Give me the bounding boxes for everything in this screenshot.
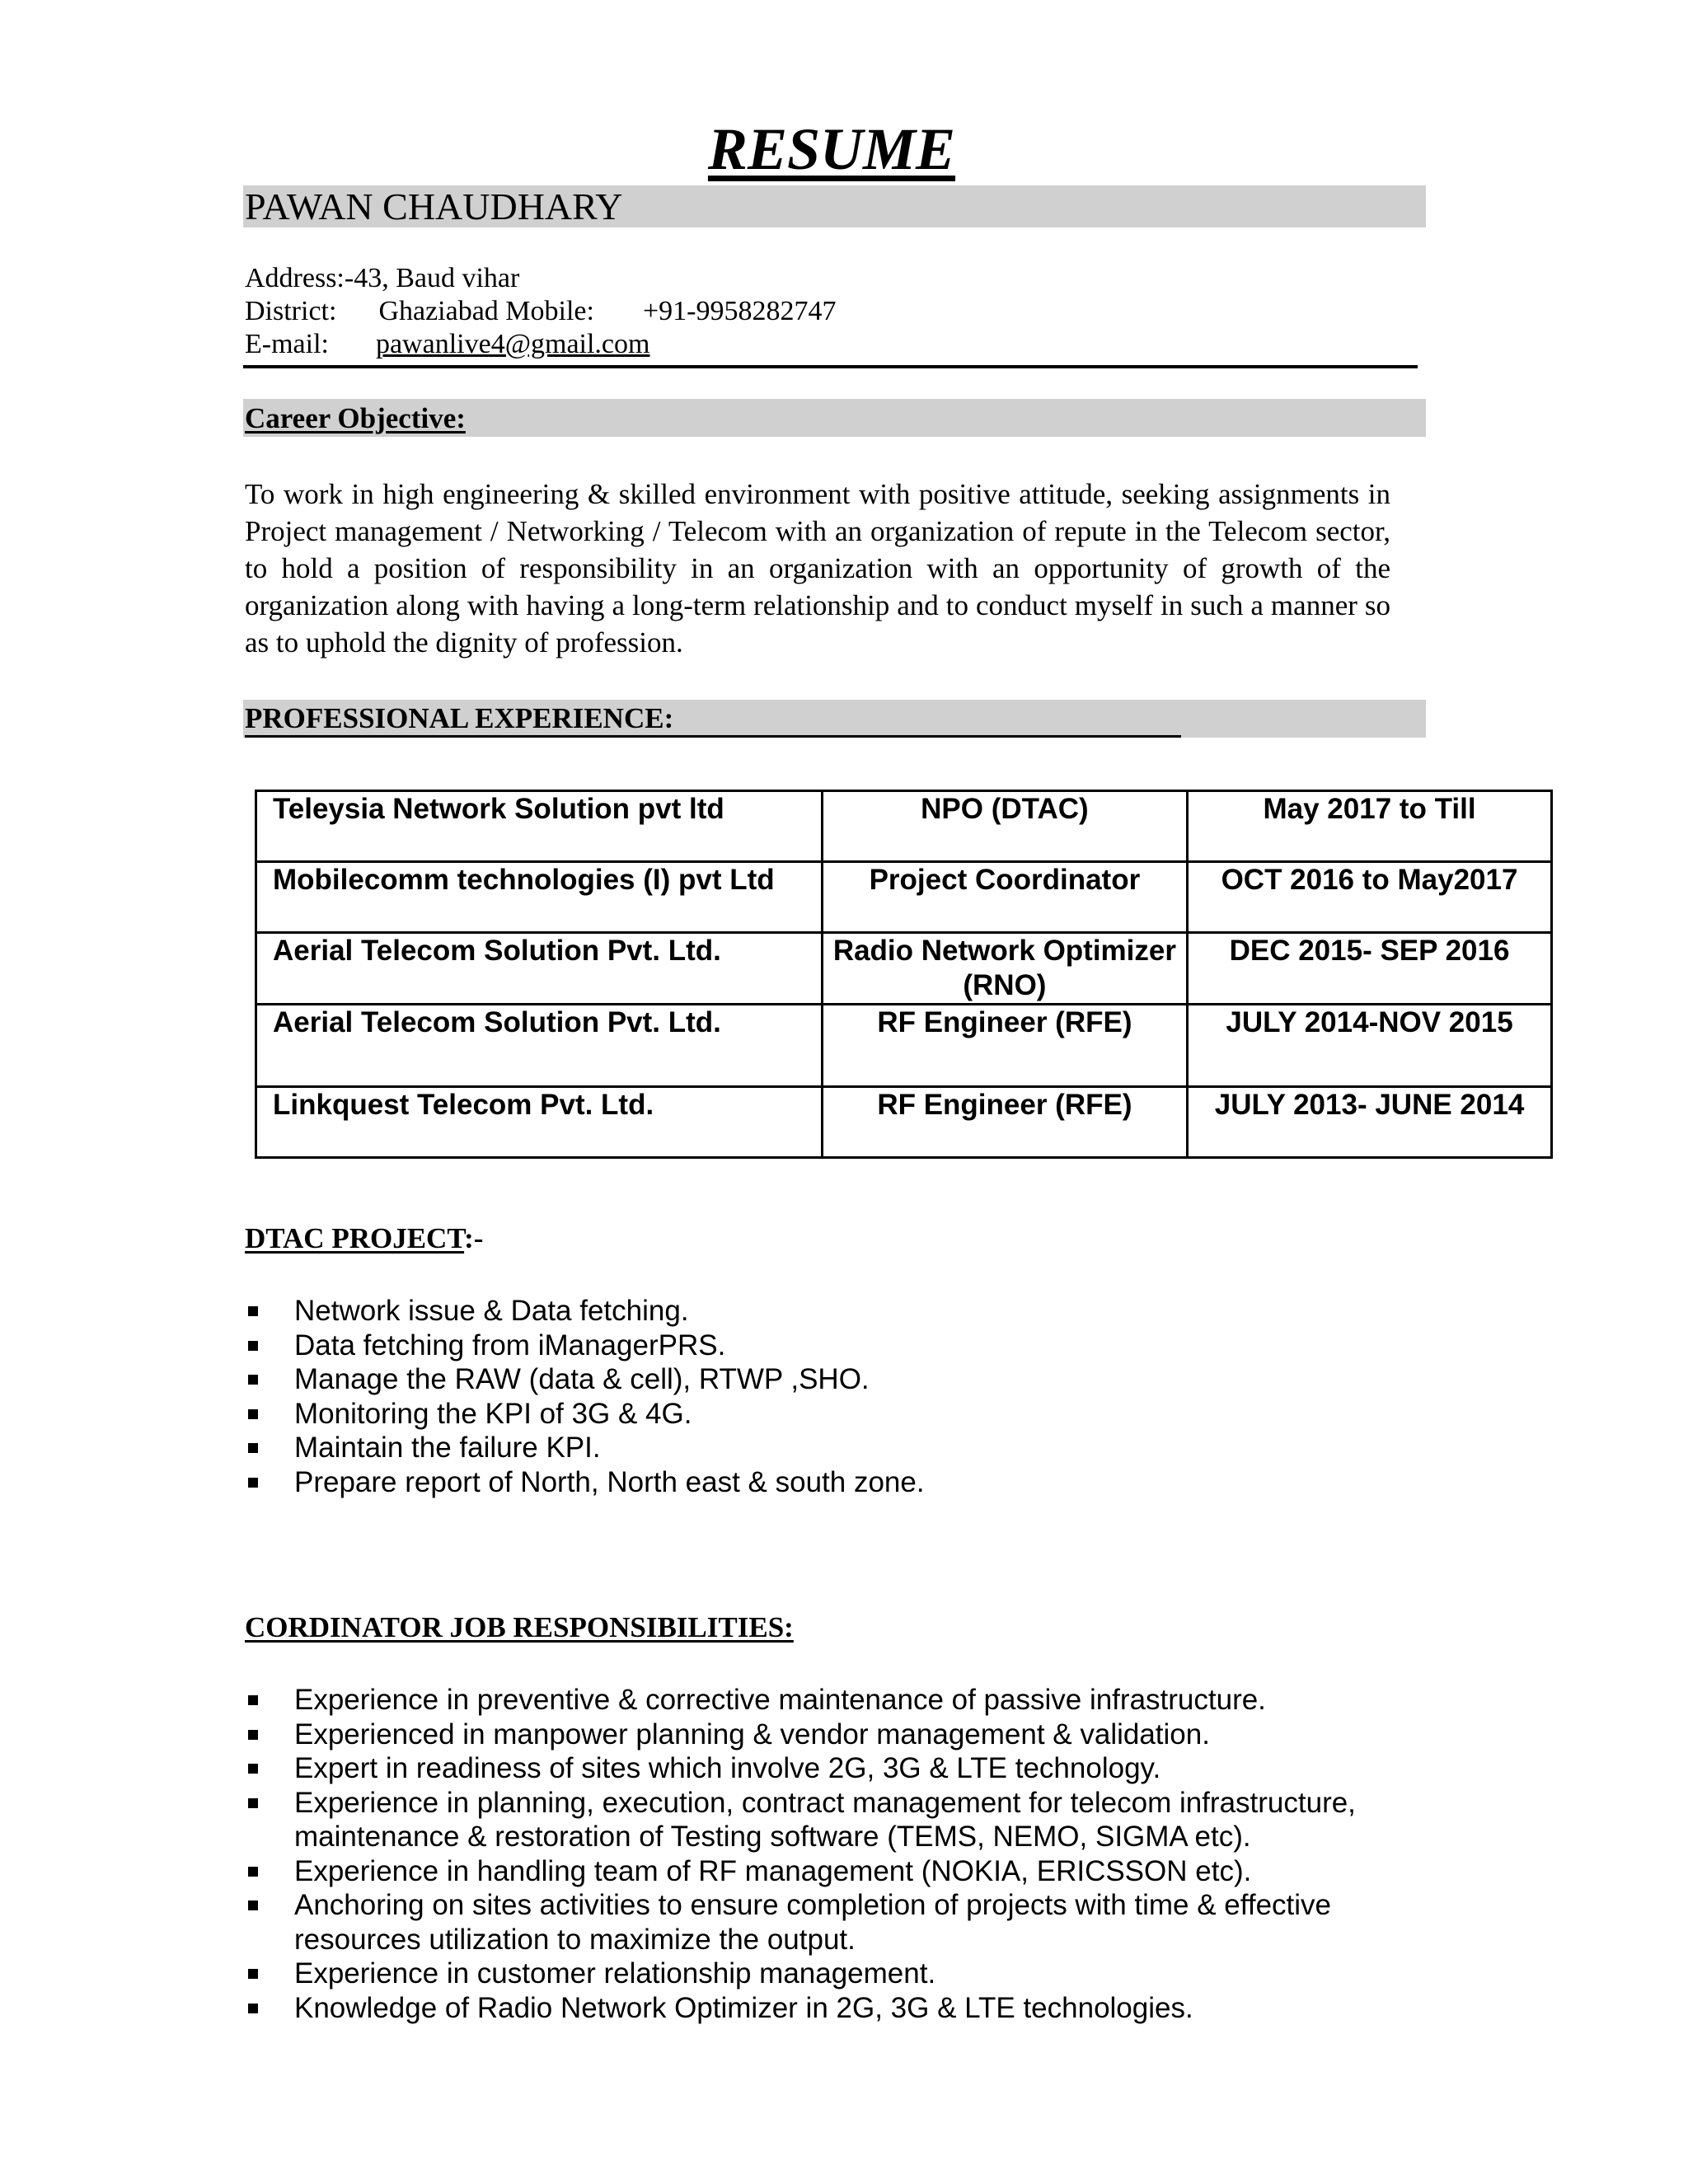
bullet-icon	[248, 2004, 258, 2013]
period-cell: May 2017 to Till	[1188, 791, 1552, 862]
email-link[interactable]: pawanlive4@gmail.com	[375, 329, 650, 359]
address-line	[245, 262, 519, 295]
objective-text: To work in high engineering & skilled environment with positive attitude, seeking assignments in Project management / Networking / Telecom with an organization of repute in the Telecom sector, to hold a position of responsibility in an organization with an opportunity of growth of the organization along with having a long-term relationship and to conduct myself in such a manner so as to uphold the dignity of profession.	[245, 478, 1390, 658]
list-item: Experience in customer relationship management.	[245, 1957, 1432, 1991]
list-item: Knowledge of Radio Network Optimizer in 2G, 3G & LTE technologies.	[245, 1991, 1432, 2026]
bullet-icon	[248, 1730, 258, 1740]
list-item: Monitoring the KPI of 3G & 4G.	[245, 1397, 925, 1432]
bullet-icon	[248, 1341, 258, 1351]
company-cell: Aerial Telecom Solution Pvt. Ltd.	[256, 1005, 823, 1087]
list-item: Expert in readiness of sites which involve 2G, 3G & LTE technology.	[245, 1751, 1432, 1786]
dtac-heading-wrap	[245, 1221, 483, 1256]
bullet-icon	[248, 1798, 258, 1808]
mobile-value: +91-9958282747	[642, 296, 837, 326]
bullet-icon	[248, 1969, 258, 1979]
bullet-icon	[248, 1306, 258, 1316]
resume-title: RESUME	[707, 116, 956, 182]
period-cell: DEC 2015- SEP 2016	[1188, 933, 1552, 1005]
company-cell: Mobilecomm technologies (I) pvt Ltd	[256, 862, 823, 933]
table-row	[256, 1087, 1552, 1158]
dtac-list	[245, 1294, 925, 1499]
bullet-icon	[248, 1695, 258, 1705]
role-cell: RF Engineer (RFE)	[822, 1087, 1187, 1158]
candidate-name: PAWAN CHAUDHARY	[245, 185, 623, 227]
list-item: Experience in preventive & corrective maintenance of passive infrastructure.	[245, 1683, 1432, 1718]
email-line	[245, 328, 649, 361]
company-cell: Linkquest Telecom Pvt. Ltd.	[256, 1087, 823, 1158]
bullet-icon	[248, 1900, 258, 1910]
list-item: Prepare report of North, North east & south zone.	[245, 1465, 925, 1500]
table-row	[256, 791, 1552, 862]
role-cell: Project Coordinator	[822, 862, 1187, 933]
list-item: Network issue & Data fetching.	[245, 1294, 925, 1329]
company-cell: Teleysia Network Solution pvt ltd	[256, 791, 823, 862]
table-row	[256, 1005, 1552, 1087]
bullet-icon	[248, 1478, 258, 1488]
period-cell: OCT 2016 to May2017	[1188, 862, 1552, 933]
role-cell: Radio Network Optimizer (RNO)	[822, 933, 1187, 1005]
dtac-heading-suffix: :-	[464, 1222, 484, 1254]
bullet-icon	[248, 1764, 258, 1774]
dtac-heading: DTAC PROJECT	[245, 1222, 465, 1254]
list-item: Anchoring on sites activities to ensure completion of projects with time & effective resources utilization to maximize the output.	[245, 1888, 1432, 1957]
list-item: Maintain the failure KPI.	[245, 1431, 925, 1465]
experience-table	[255, 790, 1553, 1159]
bullet-icon	[248, 1375, 258, 1385]
period-cell: JULY 2014-NOV 2015	[1188, 1005, 1552, 1087]
company-cell: Aerial Telecom Solution Pvt. Ltd.	[256, 933, 823, 1005]
experience-heading: PROFESSIONAL EXPERIENCE:	[245, 702, 1181, 738]
bullet-icon	[248, 1409, 258, 1419]
district-line	[245, 295, 836, 328]
district-value: Ghaziabad Mobile:	[378, 296, 594, 326]
table-row	[256, 862, 1552, 933]
list-item: Manage the RAW (data & cell), RTWP ,SHO.	[245, 1362, 925, 1397]
list-item: Experienced in manpower planning & vendor management & validation.	[245, 1718, 1432, 1752]
bullet-icon	[248, 1867, 258, 1877]
header-divider	[243, 365, 1418, 368]
table-row	[256, 933, 1552, 1005]
role-cell: RF Engineer (RFE)	[822, 1005, 1187, 1087]
name-banner	[243, 185, 1426, 227]
address-text: Address:-43, Baud vihar	[245, 263, 520, 293]
period-cell: JULY 2013- JUNE 2014	[1188, 1087, 1552, 1158]
list-item: Data fetching from iManagerPRS.	[245, 1329, 925, 1363]
list-item: Experience in handling team of RF management (NOKIA, ERICSSON etc).	[245, 1854, 1432, 1889]
district-label: District:	[245, 296, 337, 326]
coordinator-heading: CORDINATOR JOB RESPONSIBILITIES:	[245, 1611, 794, 1643]
role-cell: NPO (DTAC)	[822, 791, 1187, 862]
list-item: Experience in planning, execution, contract management for telecom infrastructure, maintenance & restoration of Testing software (TEMS, NEMO, SIGMA etc).	[245, 1786, 1432, 1854]
bullet-icon	[248, 1443, 258, 1453]
objective-heading: Career Objective:	[245, 402, 466, 434]
coordinator-list	[245, 1683, 1432, 2025]
email-label: E-mail:	[245, 329, 329, 359]
